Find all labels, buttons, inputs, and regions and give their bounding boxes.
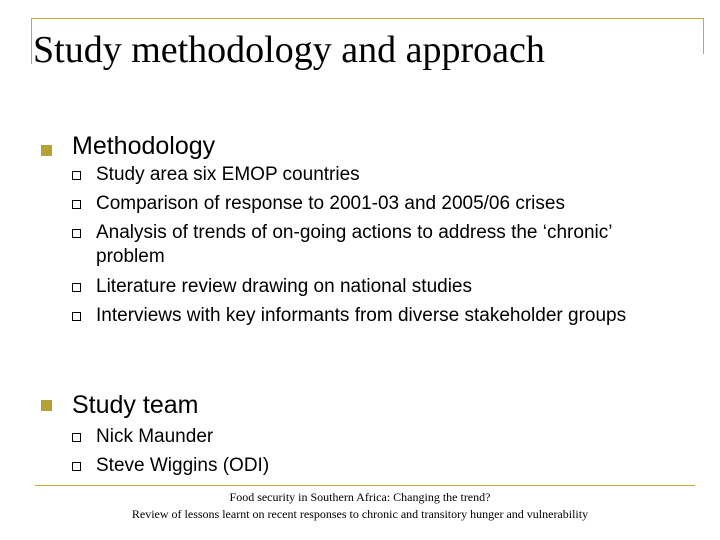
hollow-square-bullet-icon xyxy=(72,462,81,471)
section-heading-study-team: Study team xyxy=(72,391,199,419)
list-item: Analysis of trends of on-going actions to address the ‘chronic’ problem xyxy=(96,222,612,267)
list-item: Comparison of response to 2001-03 and 2005/06 crises xyxy=(96,193,565,214)
hollow-square-bullet-icon xyxy=(72,312,81,321)
decorative-right-rule xyxy=(703,18,704,54)
hollow-square-bullet-icon xyxy=(72,229,81,238)
slide-title: Study methodology and approach xyxy=(33,29,545,71)
hollow-square-bullet-icon xyxy=(72,283,81,292)
list-item: Nick Maunder xyxy=(96,426,214,447)
hollow-square-bullet-icon xyxy=(72,200,81,209)
decorative-left-rule xyxy=(31,18,32,64)
footer-rule xyxy=(35,485,695,486)
list-item: Interviews with key informants from diverse stakeholder groups xyxy=(96,305,627,326)
list-item: Study area six EMOP countries xyxy=(96,164,360,185)
hollow-square-bullet-icon xyxy=(72,171,81,180)
list-item: Literature review drawing on national studies xyxy=(96,276,472,297)
list-item: Steve Wiggins (ODI) xyxy=(96,455,270,476)
section-heading-methodology: Methodology xyxy=(72,132,216,160)
square-bullet-icon xyxy=(41,400,52,411)
footer-line-1: Food security in Southern Africa: Changing the trend? xyxy=(229,490,491,504)
hollow-square-bullet-icon xyxy=(72,433,81,442)
square-bullet-icon xyxy=(41,145,52,156)
decorative-top-rule xyxy=(31,18,703,19)
footer-line-2: Review of lessons learnt on recent responses to chronic and transitory hunger and vulnerability xyxy=(131,507,589,521)
